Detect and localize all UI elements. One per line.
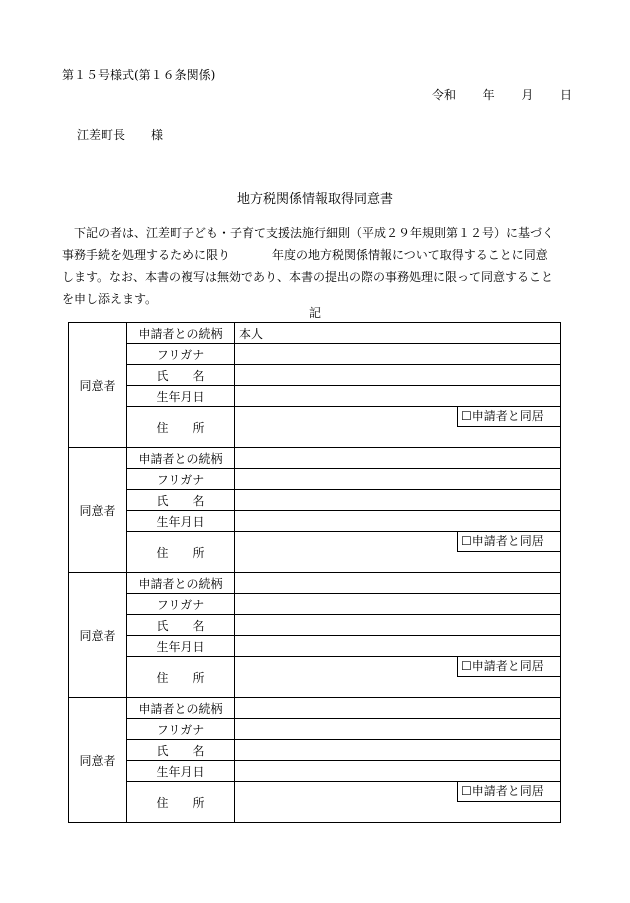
value-furigana-field[interactable]	[235, 719, 561, 740]
date-year: 年	[482, 88, 495, 102]
field-label-furigana: フリガナ	[127, 594, 235, 615]
value-address-field[interactable]	[235, 782, 561, 823]
field-label-address: 住 所	[127, 782, 235, 823]
cohabit-checkbox[interactable]: ☐申請者と同居	[457, 407, 561, 427]
consent-row-furigana	[69, 344, 561, 365]
field-label-furigana: フリガナ	[127, 719, 235, 740]
field-label-address: 住 所	[127, 407, 235, 448]
field-label-birthdate: 生年月日	[127, 511, 235, 532]
body-line-1: 下記の者は、江差町子ども・子育て支援法施行細則（平成２９年規則第１２号）に基づく	[74, 226, 555, 240]
value-address-field[interactable]	[235, 407, 561, 448]
consent-row-address	[69, 532, 561, 573]
consent-row-furigana	[69, 719, 561, 740]
field-label-name: 氏 名	[127, 365, 235, 386]
cohabit-checkbox[interactable]: ☐申請者と同居	[457, 532, 561, 552]
body-line-2b: 年度の地方税関係情報について取得することに同意	[272, 248, 548, 262]
consent-table	[68, 322, 561, 823]
addressee	[77, 126, 163, 143]
value-relation-field[interactable]	[235, 573, 561, 594]
consent-row-name	[69, 490, 561, 511]
body-text	[62, 222, 568, 310]
body-line-4: を申し添えます。	[62, 292, 158, 306]
field-label-name: 氏 名	[127, 615, 235, 636]
body-line-2a: 事務手続を処理するために限り	[62, 248, 231, 262]
ki-heading: 記	[308, 306, 321, 320]
consent-row-relation	[69, 448, 561, 469]
consent-row-furigana	[69, 469, 561, 490]
body-line-2	[62, 244, 568, 266]
date-line	[432, 86, 572, 103]
field-label-furigana: フリガナ	[127, 469, 235, 490]
value-birthdate-field[interactable]	[235, 761, 561, 782]
field-label-birthdate: 生年月日	[127, 761, 235, 782]
field-label-address: 住 所	[127, 657, 235, 698]
consent-row-birthdate	[69, 761, 561, 782]
date-era: 令和	[432, 88, 457, 102]
cohabit-checkbox[interactable]: ☐申請者と同居	[457, 657, 561, 677]
date-month: 月	[521, 88, 534, 102]
value-name-field[interactable]	[235, 490, 561, 511]
consent-row-address	[69, 657, 561, 698]
consenter-group-label: 同意者	[69, 323, 127, 448]
consent-row-relation	[69, 698, 561, 719]
consent-row-relation	[69, 573, 561, 594]
consent-row-furigana	[69, 594, 561, 615]
value-address-field[interactable]	[235, 532, 561, 573]
field-label-name: 氏 名	[127, 740, 235, 761]
address-cell	[235, 407, 560, 447]
value-birthdate-field[interactable]	[235, 636, 561, 657]
body-line-3: します。なお、本書の複写は無効であり、本書の提出の際の事務処理に限って同意すること	[62, 270, 554, 284]
field-label-relation: 申請者との続柄	[127, 323, 235, 344]
value-relation-field[interactable]	[235, 448, 561, 469]
cohabit-checkbox[interactable]: ☐申請者と同居	[457, 782, 561, 802]
value-relation-field[interactable]	[235, 698, 561, 719]
value-furigana-field[interactable]	[235, 469, 561, 490]
consent-row-address	[69, 407, 561, 448]
value-furigana-field[interactable]	[235, 594, 561, 615]
field-label-birthdate: 生年月日	[127, 386, 235, 407]
value-name-field[interactable]	[235, 615, 561, 636]
consenter-group-label: 同意者	[69, 698, 127, 823]
date-day: 日	[559, 88, 572, 102]
consent-row-relation	[69, 323, 561, 344]
value-relation-field[interactable]: 本人	[235, 323, 561, 344]
form-number: 第１５号様式(第１６条関係)	[62, 68, 216, 82]
addressee-name: 江差町長	[77, 128, 126, 142]
field-label-relation: 申請者との続柄	[127, 448, 235, 469]
value-address-field[interactable]	[235, 657, 561, 698]
value-birthdate-field[interactable]	[235, 511, 561, 532]
value-name-field[interactable]	[235, 365, 561, 386]
field-label-relation: 申請者との続柄	[127, 573, 235, 594]
address-cell	[235, 782, 560, 822]
field-label-birthdate: 生年月日	[127, 636, 235, 657]
consent-row-birthdate	[69, 386, 561, 407]
consenter-group-label: 同意者	[69, 573, 127, 698]
consent-row-name	[69, 615, 561, 636]
consent-row-name	[69, 365, 561, 386]
consenter-group-label: 同意者	[69, 448, 127, 573]
value-name-field[interactable]	[235, 740, 561, 761]
value-birthdate-field[interactable]	[235, 386, 561, 407]
address-cell	[235, 657, 560, 697]
value-furigana-field[interactable]	[235, 344, 561, 365]
field-label-name: 氏 名	[127, 490, 235, 511]
addressee-honorific: 様	[151, 128, 164, 142]
document-title: 地方税関係情報取得同意書	[236, 192, 393, 207]
field-label-furigana: フリガナ	[127, 344, 235, 365]
consent-row-birthdate	[69, 636, 561, 657]
consent-row-name	[69, 740, 561, 761]
field-label-address: 住 所	[127, 532, 235, 573]
consent-row-address	[69, 782, 561, 823]
address-cell	[235, 532, 560, 572]
consent-row-birthdate	[69, 511, 561, 532]
field-label-relation: 申請者との続柄	[127, 698, 235, 719]
